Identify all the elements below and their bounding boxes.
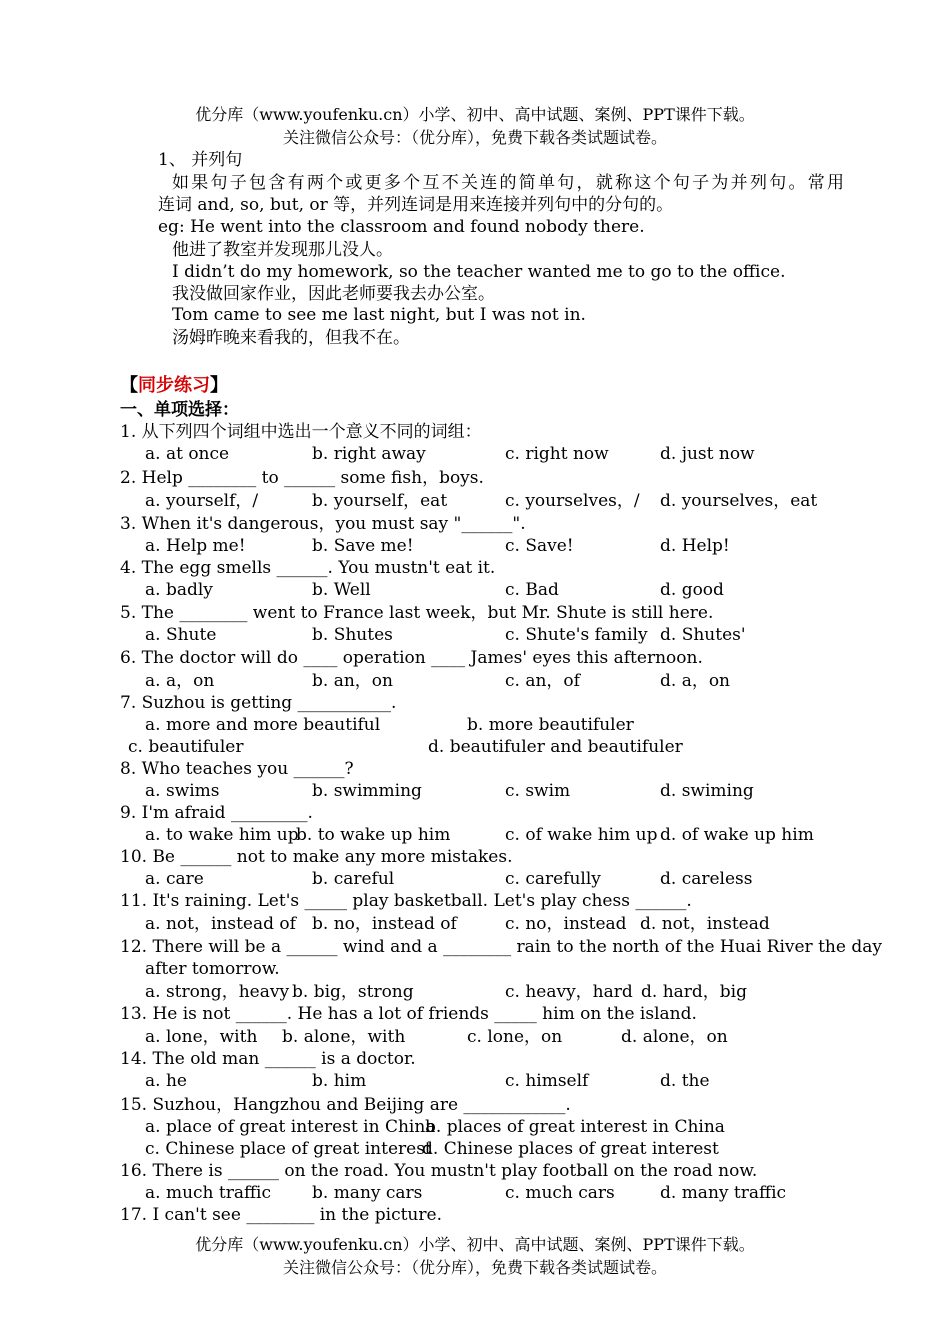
practice-title-text: 同步练习 — [138, 375, 210, 396]
option-c: c. right now — [505, 444, 609, 464]
option-a: a. a，on — [145, 671, 215, 691]
header-line-2: 关注微信公众号：（优分库），免费下载各类试题试卷。 — [282, 128, 667, 147]
option-b: b. Well — [312, 580, 371, 600]
question-10: 10. Be ______ not to make any more mistakes. — [120, 847, 513, 867]
question-13: 13. He is not ______. He has a lot of friends _____ him on the island. — [120, 1004, 697, 1024]
option-b: b. Shutes — [312, 625, 393, 645]
option-d: d. of wake up him — [660, 825, 814, 845]
option-c: c. Shute's family — [505, 625, 648, 645]
option-c: c. beautifuler — [128, 737, 244, 757]
option-b: b. places of great interest in China — [425, 1117, 725, 1137]
footer-line-1: 优分库（www.youfenku.cn）小学、初中、高中试题、案例、PPT课件下载。 — [195, 1235, 755, 1254]
question-8: 8. Who teaches you ______? — [120, 759, 354, 779]
option-a: a. at once — [145, 444, 230, 464]
option-a: a. care — [145, 869, 204, 889]
option-a: a. Help me! — [145, 536, 246, 556]
practice-title — [120, 375, 228, 397]
question-16: 16. There is ______ on the road. You mustn't play football on the road now. — [120, 1161, 758, 1181]
option-a: a. badly — [145, 580, 213, 600]
option-b: b. him — [312, 1071, 367, 1091]
grammar-title: 1、 并列句 — [158, 150, 243, 170]
option-d: d. not，instead — [640, 914, 770, 934]
question-14: 14. The old man ______ is a doctor. — [120, 1049, 416, 1069]
option-b: b. alone，with — [282, 1027, 406, 1047]
option-c: c. Chinese place of great interest — [145, 1139, 432, 1159]
option-d: d. beautifuler and beautifuler — [428, 737, 683, 757]
question-7: 7. Suzhou is getting ___________. — [120, 693, 397, 713]
option-b: b. an，on — [312, 671, 393, 691]
question-15: 15. Suzhou，Hangzhou and Beijing are ____________. — [120, 1095, 571, 1115]
footer-line-2: 关注微信公众号：（优分库），免费下载各类试题试卷。 — [282, 1258, 667, 1277]
option-a: a. more and more beautiful — [145, 715, 381, 735]
question-4: 4. The egg smells ______. You mustn't eat it. — [120, 558, 496, 578]
option-b: b. more beautifuler — [467, 715, 634, 735]
option-c: c. himself — [505, 1071, 589, 1091]
header-line-1: 优分库（www.youfenku.cn）小学、初中、高中试题、案例、PPT课件下载。 — [195, 105, 755, 124]
question-1: 1. 从下列四个词组中选出一个意义不同的词组： — [120, 422, 482, 442]
grammar-desc-1: 如果句子包含有两个或更多个互不关连的简单句，就称这个句子为并列句。常用 — [172, 173, 844, 193]
option-a: a. swims — [145, 781, 220, 801]
option-b: b. no，instead of — [312, 914, 457, 934]
option-b: b. many cars — [312, 1183, 423, 1203]
question-9: 9. I'm afraid _________. — [120, 803, 313, 823]
grammar-example: Tom came to see me last night, but I was not in. — [172, 305, 586, 325]
option-c: c. no，instead — [505, 914, 627, 934]
option-a: a. he — [145, 1071, 187, 1091]
grammar-desc-2: 连词 and, so, but, or 等，并列连词是用来连接并列句中的分句的。 — [158, 195, 674, 215]
option-a: a. to wake him up — [145, 825, 299, 845]
bracket-right: 】 — [210, 375, 228, 396]
option-a: a. Shute — [145, 625, 217, 645]
option-c: c. much cars — [505, 1183, 615, 1203]
option-a: a. place of great interest in China — [145, 1117, 436, 1137]
grammar-example: I didn’t do my homework, so the teacher wanted me to go to the office. — [172, 262, 786, 282]
option-b: b. Save me! — [312, 536, 414, 556]
option-d: d. many traffic — [660, 1183, 787, 1203]
option-d: d. good — [660, 580, 724, 600]
option-c: c. swim — [505, 781, 571, 801]
option-c: c. heavy，hard — [505, 982, 633, 1002]
question-2: 2. Help ________ to ______ some fish，boys. — [120, 468, 484, 488]
option-d: d. the — [660, 1071, 710, 1091]
option-c: c. lone，on — [467, 1027, 563, 1047]
option-b: b. right away — [312, 444, 426, 464]
option-c: c. Bad — [505, 580, 559, 600]
grammar-example: 汤姆昨晚来看我的，但我不在。 — [172, 328, 410, 348]
option-b: b. yourself，eat — [312, 491, 448, 511]
option-d: d. Shutes' — [660, 625, 746, 645]
option-b: b. careful — [312, 869, 395, 889]
option-c: c. carefully — [505, 869, 601, 889]
part1-heading: 一、单项选择： — [120, 400, 239, 420]
option-d: d. just now — [660, 444, 755, 464]
option-a: a. yourself，/ — [145, 491, 259, 511]
option-c: c. yourselves，/ — [505, 491, 640, 511]
option-c: c. an，of — [505, 671, 580, 691]
question-17: 17. I can't see ________ in the picture. — [120, 1205, 442, 1225]
option-a: a. much traffic — [145, 1183, 272, 1203]
option-d: d. alone，on — [621, 1027, 728, 1047]
option-d: d. hard，big — [641, 982, 747, 1002]
grammar-example: 我没做回家作业，因此老师要我去办公室。 — [172, 284, 495, 304]
option-d: d. swiming — [660, 781, 754, 801]
option-b: b. big，strong — [292, 982, 414, 1002]
question-12-cont: after tomorrow. — [145, 959, 280, 979]
question-5: 5. The ________ went to France last week，but Mr. Shute is still here. — [120, 603, 714, 623]
question-3: 3. When it's dangerous，you must say "______". — [120, 514, 526, 534]
option-d: d. yourselves，eat — [660, 491, 818, 511]
bracket-left: 【 — [120, 375, 138, 396]
grammar-example: 他进了教室并发现那儿没人。 — [172, 240, 393, 260]
question-12: 12. There will be a ______ wind and a ________ rain to the north of the Huai River the day — [120, 937, 882, 957]
question-6: 6. The doctor will do ____ operation ____ James' eyes this afternoon. — [120, 648, 703, 668]
option-c: c. of wake him up — [505, 825, 658, 845]
option-d: d. Help! — [660, 536, 730, 556]
option-d: d. careless — [660, 869, 753, 889]
option-d: d. Chinese places of great interest — [422, 1139, 719, 1159]
option-d: d. a，on — [660, 671, 731, 691]
option-b: b. swimming — [312, 781, 422, 801]
grammar-eg: eg: He went into the classroom and found nobody there. — [158, 217, 645, 237]
option-c: c. Save! — [505, 536, 574, 556]
question-11: 11. It's raining. Let's _____ play basketball. Let's play chess ______. — [120, 891, 692, 911]
option-b: b. to wake up him — [296, 825, 451, 845]
option-a: a. strong，heavy — [145, 982, 290, 1002]
option-a: a. lone，with — [145, 1027, 258, 1047]
option-a: a. not，instead of — [145, 914, 296, 934]
